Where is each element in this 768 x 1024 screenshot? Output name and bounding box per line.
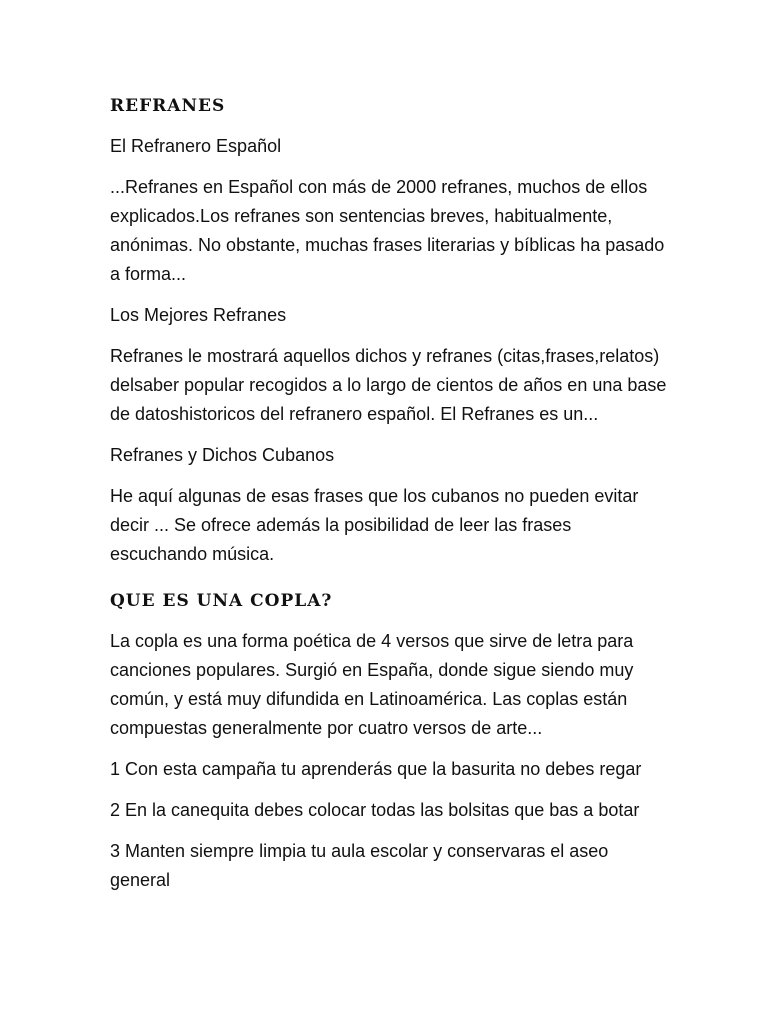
list-item-verse-1: 1 Con esta campaña tu aprenderás que la basurita no debes regar xyxy=(110,759,642,779)
paragraph-mejores-title: Los Mejores Refranes xyxy=(110,305,287,325)
list-item-verse-3: 3 Manten siempre limpia tu aula escolar y conservaras el aseo general xyxy=(110,841,609,890)
paragraph-copla-desc: La copla es una forma poética de 4 versos que sirve de letra para canciones populares. Surgió en España, donde sigue siendo muy común, y está muy difundida en Latinoamérica. Las coplas están compuestas generalmente por cuatro versos de arte... xyxy=(110,631,634,738)
paragraph-cubanos-desc: He aquí algunas de esas frases que los cubanos no pueden evitar decir ... Se ofrece además la posibilidad de leer las frases escuchando música. xyxy=(110,486,639,564)
document-page xyxy=(110,92,670,907)
paragraph-refranero-desc: ...Refranes en Español con más de 2000 refranes, muchos de ellos explicados.Los refranes son sentencias breves, habitualmente, anónimas. No obstante, muchas frases literarias y bíblicas ha pasado a forma... xyxy=(110,177,665,284)
paragraph-cubanos-title: Refranes y Dichos Cubanos xyxy=(110,445,335,465)
heading-refranes: REFRANES xyxy=(110,96,226,116)
heading-copla: QUE ES UNA COPLA? xyxy=(110,591,333,611)
list-item-verse-2: 2 En la canequita debes colocar todas las bolsitas que bas a botar xyxy=(110,800,640,820)
paragraph-refranero-title: El Refranero Español xyxy=(110,136,282,156)
paragraph-mejores-desc: Refranes le mostrará aquellos dichos y refranes (citas,frases,relatos) delsaber popular recogidos a lo largo de cientos de años en una base de datoshistoricos del refranero español. El Refranes es un... xyxy=(110,346,667,424)
